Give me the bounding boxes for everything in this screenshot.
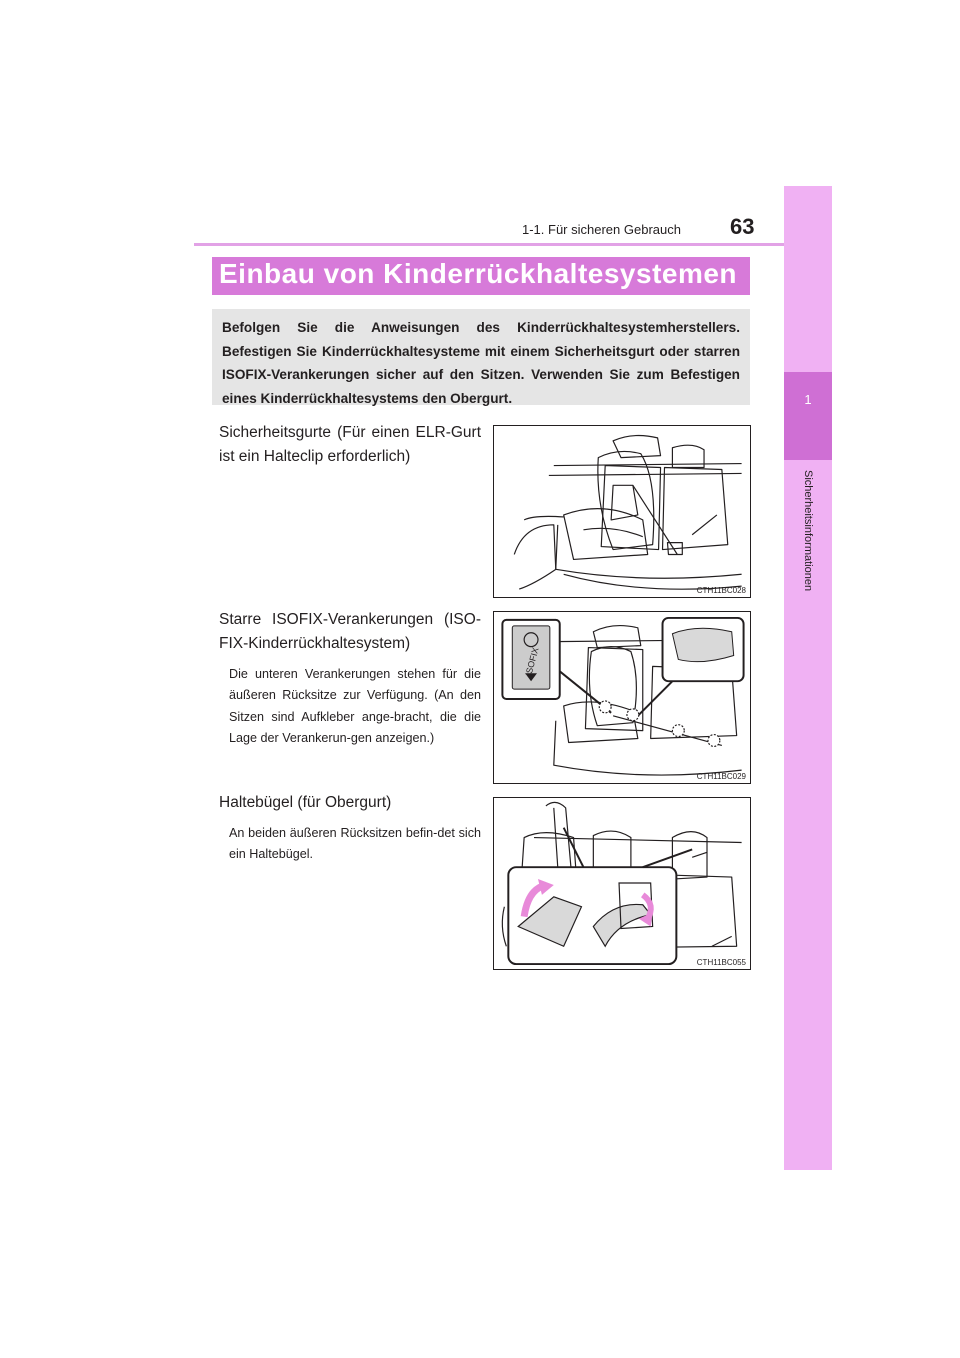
item-isofix [219, 608, 481, 749]
figure-seat-belt-installation [493, 425, 751, 598]
item-title: Sicherheitsgurte (Für einen ELR-Gurt ist ein Halteclip erforderlich) [219, 424, 481, 465]
intro-text: Befolgen Sie die Anweisungen des Kinderrückhaltesystemherstellers. Befestigen Sie Kinderrückhaltesysteme mit einem Sicherheitsgurt oder starren ISOFIX-Verankerungen sicher auf den Sitzen. Verwenden Sie zum Befestigen eines Kinderrückhaltesystems den Obergurt. [222, 320, 740, 406]
chapter-label: Sicherheitsinformationen [802, 470, 814, 592]
isofix-illustration [494, 612, 750, 783]
section-header: 1-1. Für sicheren Gebrauch [522, 222, 681, 237]
header-rule [194, 243, 831, 246]
figure-isofix-anchors [493, 611, 751, 784]
isofix-sticker-label: ISOFIX [523, 646, 541, 678]
figure-tether-bracket [493, 797, 751, 970]
item-description: Die unteren Verankerungen stehen für die äußeren Rücksitze zur Verfügung. (An den Sitzen sind Aufkleber ange-bracht, die die Lage der Verankerun-gen anzeigen.) [229, 667, 481, 745]
chapter-side-tab [784, 186, 832, 1170]
seat-belt-illustration [494, 426, 750, 597]
item-top-tether [219, 791, 481, 866]
figure-code: CTH11BC028 [696, 586, 746, 595]
tether-bracket-illustration [494, 798, 750, 969]
intro-box [212, 309, 750, 405]
figure-code: CTH11BC055 [696, 958, 746, 967]
figure-code: CTH11BC029 [696, 772, 746, 781]
page-title: Einbau von Kinderrückhaltesystemen [219, 258, 738, 289]
chapter-number: 1 [804, 392, 812, 407]
chapter-tab-active [784, 372, 832, 460]
item-title: Haltebügel (für Obergurt) [219, 794, 392, 811]
item-description: An beiden äußeren Rücksitzen befin-det sich ein Haltebügel. [229, 826, 481, 862]
item-title: Starre ISOFIX-Verankerungen (ISO-FIX-Kinderrückhaltesystem) [219, 611, 481, 652]
page-number: 63 [730, 214, 755, 239]
item-seat-belts [219, 421, 481, 469]
